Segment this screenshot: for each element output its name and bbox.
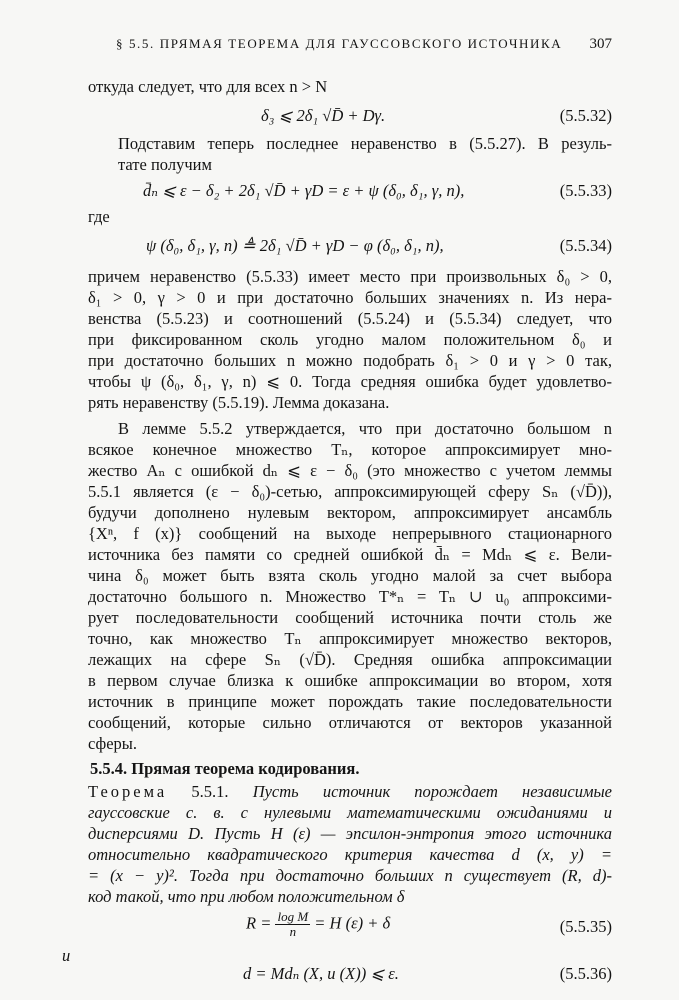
para3-line-6: {Xⁿ, f (x)} сообщений на выходе непрерывного стационарного xyxy=(88,524,612,543)
para3-line-8: чина δ₀ может быть взята сколь угодно малой за счет выбора xyxy=(88,566,612,585)
running-header xyxy=(116,36,612,52)
para3-line-4: 5.5.1 является (ε − δ₀)-сетью, аппроксимирующей сферу Sₙ (√D̄)), xyxy=(88,482,612,501)
intro-line: откуда следует, что для всех n > N xyxy=(88,77,328,96)
para3-line-5: будучи дополнено нулевым вектором, аппроксимирует ансамбль xyxy=(88,503,612,522)
theorem-word: Теорема xyxy=(88,782,168,801)
para1-line-2: тате получим xyxy=(118,155,212,174)
theorem-line-4: относительно квадратического критерия качества d (x, y) = xyxy=(88,845,612,864)
eq5535-numerator: log M xyxy=(277,909,309,924)
eq5535-denominator: n xyxy=(289,924,297,939)
para2-line-2: δ₁ > 0, γ > 0 и при достаточно больших значениях n. Из нера- xyxy=(88,288,612,307)
equation-5533: d̄ₙ ⩽ ε − δ₂ + 2δ₁ √D̄ + γD = ε + ψ (δ₀, δ₁, γ, n), xyxy=(143,181,465,200)
para2-line-3: венства (5.5.23) и соотношений (5.5.24) и (5.5.34) следует, что xyxy=(88,309,612,328)
eq5535-fraction xyxy=(275,910,310,939)
theorem-line-1 xyxy=(88,781,612,802)
theorem-line-5: = (x − y)². Тогда при достаточно больших n существует (R, d)- xyxy=(88,866,612,885)
where-word: где xyxy=(88,207,110,226)
para3-line-15: сообщений, которые сильно отличаются от векторов указанной xyxy=(88,713,612,732)
para3-line-9: достаточно большого n. Множество T*ₙ = Tₙ ∪ u₀ аппроксими- xyxy=(88,587,612,606)
equation-number-5534: (5.5.34) xyxy=(559,236,612,255)
equation-number-5536: (5.5.36) xyxy=(559,964,612,983)
para3-line-11: точно, как множество Tₙ аппроксимирует множество векторов, xyxy=(88,629,612,648)
equation-number-5532: (5.5.32) xyxy=(559,106,612,125)
para3-line-2: всякое конечное множество Tₙ, которое аппроксимирует мно- xyxy=(88,440,612,459)
equation-5536: d = Mdₙ (X, u (X)) ⩽ ε. xyxy=(243,964,399,983)
para2-line-4: при фиксированном сколь угодно малом положительном δ₀ и xyxy=(88,330,612,349)
theorem-line-3: дисперсиями D. Пусть H (ε) — эпсилон-энтропия этого источника xyxy=(88,824,612,843)
eq5535-lhs: R = xyxy=(246,913,272,933)
running-title: § 5.5. ПРЯМАЯ ТЕОРЕМА ДЛЯ ГАУССОВСКОГО ИСТОЧНИКА xyxy=(116,36,563,51)
theorem-line-6: код такой, что при любом положительном δ xyxy=(88,887,405,906)
equation-number-5533: (5.5.33) xyxy=(559,181,612,200)
theorem-text-1: Пусть источник порождает независимые xyxy=(252,782,613,801)
para1-line-1: Подставим теперь последнее неравенство в (5.5.27). В резуль- xyxy=(118,134,612,153)
equation-number-5535: (5.5.35) xyxy=(559,917,612,936)
page-number: 307 xyxy=(589,36,612,52)
theorem-line-2: гауссовские с. в. с нулевыми математическими ожиданиями и xyxy=(88,803,612,822)
equation-5535 xyxy=(246,910,390,939)
para3-line-14: источник в принципе может порождать такие последовательности xyxy=(88,692,612,711)
para3-line-16: сферы. xyxy=(88,734,138,753)
equation-5532: δ₃ ⩽ 2δ₁ √D̄ + Dγ. xyxy=(261,106,386,125)
para3-line-13: в первом случае близка к ошибке аппроксимации во втором, хотя xyxy=(88,671,612,690)
para2-line-1: причем неравенство (5.5.33) имеет место при произвольных δ₀ > 0, xyxy=(88,267,612,286)
equation-5534: ψ (δ₀, δ₁, γ, n) ≜ 2δ₁ √D̄ + γD − φ (δ₀, δ₁, n), xyxy=(146,236,444,255)
para2-line-7: рять неравенству (5.5.19). Лемма доказана. xyxy=(88,393,390,412)
para3-line-10: рует последовательности сообщений источника почти столь же xyxy=(88,608,612,627)
para3-line-12: лежащих на сфере Sₙ (√D̄). Средняя ошибка аппроксимации xyxy=(88,650,612,669)
theorem-number: 5.5.1. xyxy=(191,782,229,801)
para3-line-3: жество Aₙ с ошибкой dₙ ⩽ ε − δ₀ (это множество с учетом леммы xyxy=(88,461,612,480)
para2-line-5: при достаточно больших n можно подобрать δ₁ > 0 и γ > 0 так, xyxy=(88,351,612,370)
and-word: и xyxy=(62,946,71,965)
para2-line-6: чтобы ψ (δ₀, δ₁, γ, n) ⩽ 0. Тогда средняя ошибка будет удовлетво- xyxy=(88,372,612,391)
para3-line-1: В лемме 5.5.2 утверждается, что при достаточно большом n xyxy=(118,419,612,438)
eq5535-rhs: = H (ε) + δ xyxy=(314,913,391,933)
section-heading: 5.5.4. Прямая теорема кодирования. xyxy=(90,759,360,778)
para3-line-7: источника без памяти со средней ошибкой d̄ₙ = Mdₙ ⩽ ε. Вели- xyxy=(88,545,612,564)
